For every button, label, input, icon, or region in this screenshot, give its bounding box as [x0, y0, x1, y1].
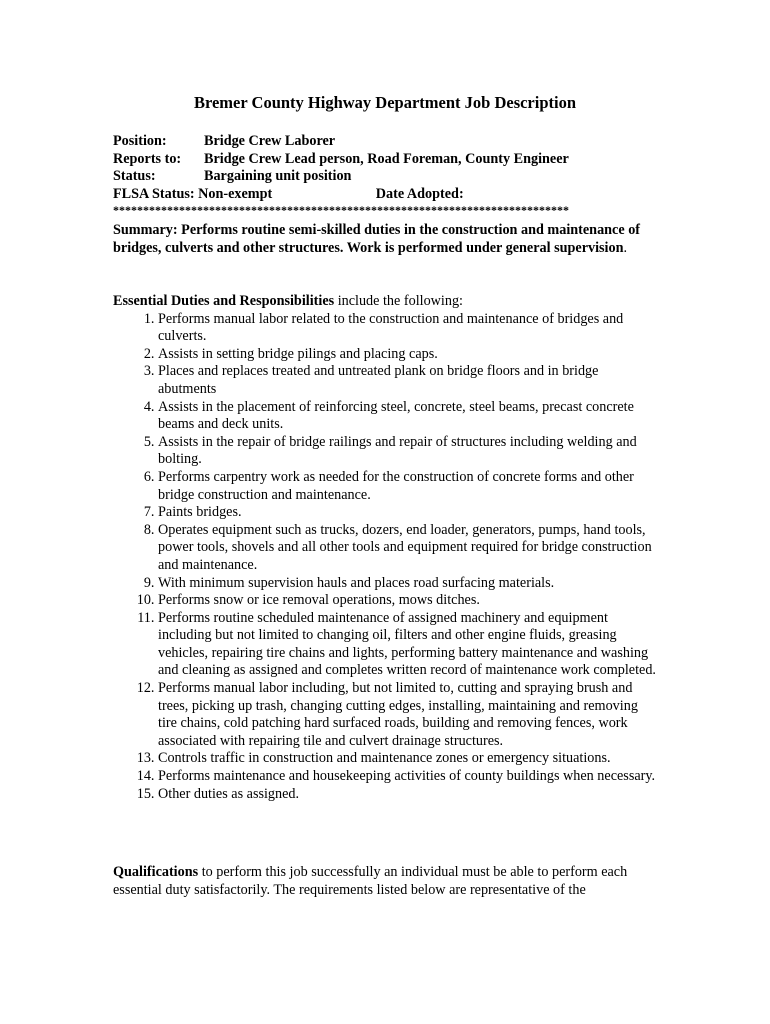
duty-item: 13. Controls traffic in construction and maintenance zones or emergency situations.: [158, 750, 658, 768]
qualifications-text: to perform this job successfully an individual must be able to perform each essential duty satisfactorily. The requirements listed below are representative of the: [113, 864, 628, 898]
flsa-label: FLSA Status:: [113, 185, 195, 202]
duty-item: 12. Performs manual labor including, but not limited to, cutting and spraying brush and trees, picking up trash, changing cutting edges, installing, maintaining and removing tire chains, cold patching hard surfaced roads, building and removing fences, work associated with repairing tile and culvert drainage structures.: [158, 680, 658, 750]
qualifications-paragraph: [113, 864, 658, 899]
document-title: Bremer County Highway Department Job Description: [193, 93, 577, 112]
duty-item: 10. Performs snow or ice removal operations, mows ditches.: [158, 592, 658, 610]
duty-item: 2. Assists in setting bridge pilings and placing caps.: [158, 346, 658, 364]
duty-item: 1. Performs manual labor related to the construction and maintenance of bridges and culverts.: [158, 311, 658, 346]
qualifications-heading: Qualifications: [113, 864, 199, 880]
position-row: [113, 133, 569, 151]
flsa-value: Non-exempt: [198, 185, 273, 202]
status-row: [113, 168, 569, 186]
duty-item: 8. Operates equipment such as trucks, dozers, end loader, generators, pumps, hand tools, power tools, shovels and all other tools and equipment required for bridge construction and maintenance.: [158, 522, 658, 575]
duty-item: 14. Performs maintenance and housekeeping activities of county buildings when necessary.: [158, 768, 658, 786]
duties-section: [113, 293, 658, 803]
duty-list: [113, 311, 658, 804]
duty-item: 15. Other duties as assigned.: [158, 786, 658, 804]
reports-row: [113, 151, 569, 169]
duty-item: 5. Assists in the repair of bridge railings and repair of structures including welding and bolting.: [158, 434, 658, 469]
flsa-row: [113, 186, 569, 204]
reports-value: Bridge Crew Lead person, Road Foreman, County Engineer: [204, 150, 569, 167]
duty-item: 4. Assists in the placement of reinforcing steel, concrete, steel beams, precast concrete beams and deck units.: [158, 399, 658, 434]
summary-end: .: [623, 239, 628, 256]
duties-heading: Essential Duties and Responsibilities: [113, 293, 335, 309]
duty-item: 9. With minimum supervision hauls and places road surfacing materials.: [158, 575, 658, 593]
status-label: Status:: [113, 168, 156, 185]
job-meta: [113, 133, 569, 203]
duty-item: 3. Places and replaces treated and untreated plank on bridge floors and in bridge abutments: [158, 363, 658, 398]
summary-paragraph: [113, 222, 658, 257]
duty-item: 11. Performs routine scheduled maintenance of assigned machinery and equipment including but not limited to changing oil, filters and other engine fluids, greasing vehicles, repairing tire chains and lights, performing battery maintenance and washing and cleaning as assigned and completes written record of maintenance work completed.: [158, 610, 658, 680]
separator-line: ****************************************************************************: [113, 203, 569, 217]
status-value: Bargaining unit position: [204, 168, 352, 185]
date-adopted-label: Date Adopted:: [375, 185, 464, 202]
position-value: Bridge Crew Laborer: [204, 133, 336, 149]
reports-label: Reports to:: [113, 150, 182, 167]
duties-intro: include the following:: [334, 293, 463, 309]
position-label: Position:: [113, 133, 167, 149]
duties-heading-line: [113, 293, 658, 311]
duty-item: 7. Paints bridges.: [158, 504, 658, 522]
summary-text: Summary: Performs routine semi-skilled duties in the construction and maintenance of bridges, culverts and other structures. Work is performed under general supervision: [113, 222, 641, 256]
duty-item: 6. Performs carpentry work as needed for the construction of concrete forms and other bridge construction and maintenance.: [158, 469, 658, 504]
